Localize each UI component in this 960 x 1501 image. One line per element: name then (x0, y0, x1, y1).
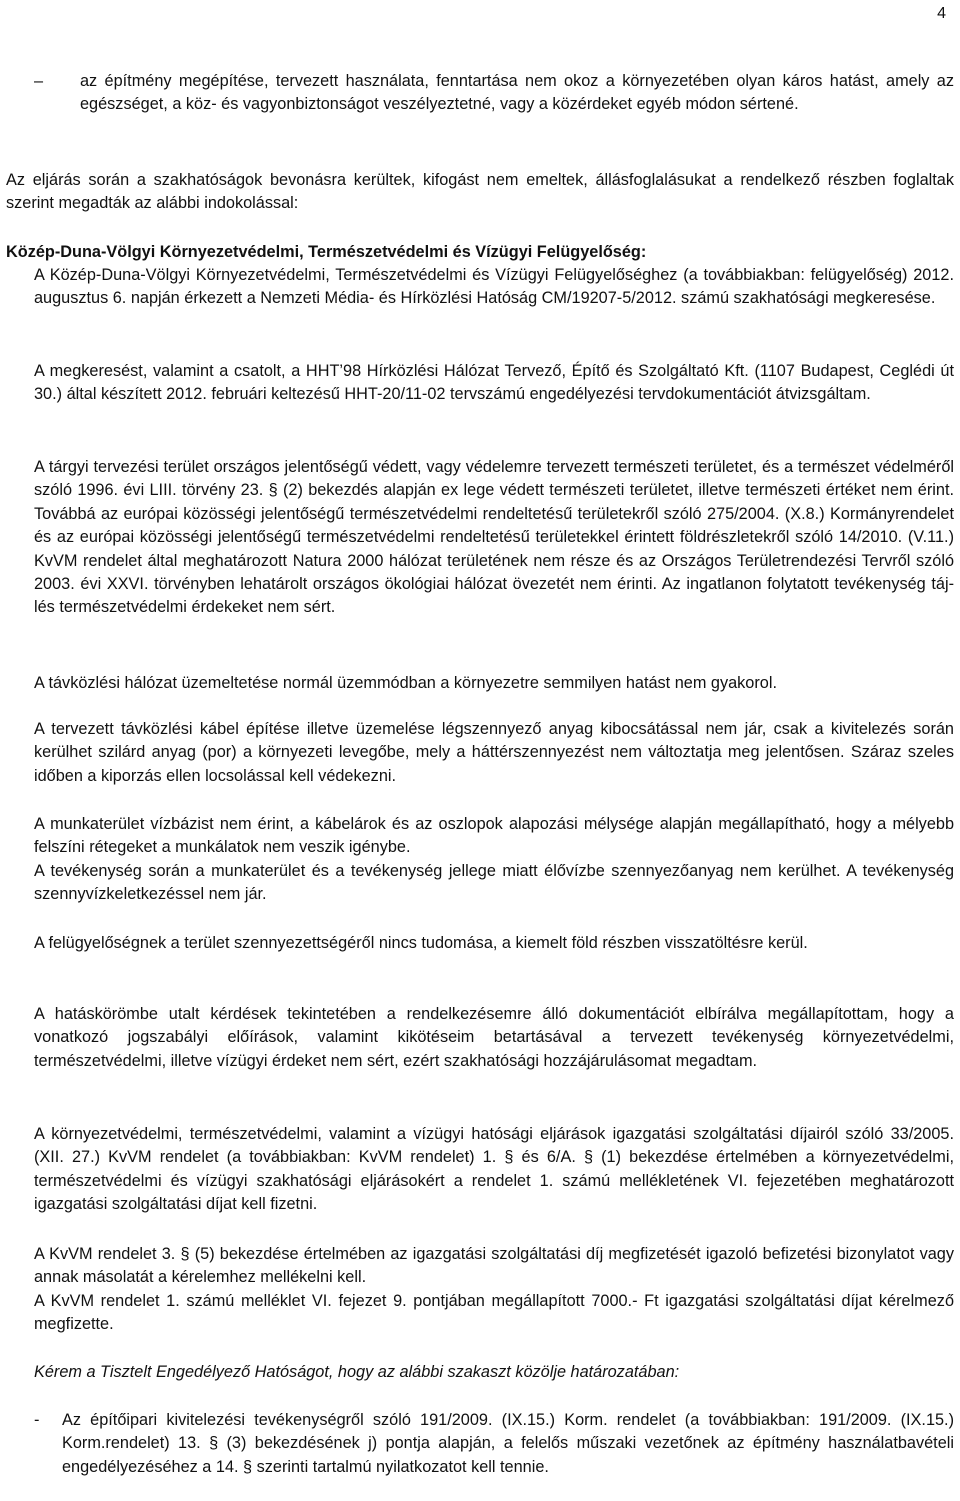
paragraph-receipt: A Közép-Duna-Völgyi Környezetvédelmi, Természetvédelmi és Vízügyi Felügyelőséghez (a továbbiakban: felügyelőség) 2012. augusztus 6. napján érkezett a Nemzeti Média- és Hírközlési Hatóság CM/19207-5/2012. számú szakhatósági megkeresése. (34, 266, 954, 308)
list-dash: – (34, 72, 44, 90)
paragraph-fee-proof: A KvVM rendelet 3. § (5) bekezdése értelmében az igazgatási szolgáltatási díj megfizetését igazoló befizetési bizonylatot vagy annak másolatát a kérelemhez mellékelni kell. (34, 1245, 954, 1287)
paragraph-competence: A hatáskörömbe utalt kérdések tekintetében a rendelkezésemre álló dokumentációt elbírálva megállapítottam, hogy a vonatkozó jogszabályi előírások, valamint kikötéseim betartásával a tervezett tevékenység környezetvédelmi, természetvédelmi, illetve vízügyi érdeket nem sért, ezért szakhatósági hozzájárulásomat megadtam. (34, 1005, 954, 1070)
list-item-text: az építmény megépítése, tervezett használata, fenntartása nem okoz a környezetében olyan káros hatást, amely az egészséget, a köz- és vagyonbiztonságot veszélyeztetné, vagy a közérdeket egyéb módon sértené. (80, 72, 954, 114)
paragraph-water-base: A munkaterület vízbázist nem érint, a kábelárok és az oszlopok alapozási mélysége alapján megállapítható, hogy a mélyebb felszíni rétegeket a munkálatok nem veszik igénybe. (34, 815, 954, 857)
page-number: 4 (937, 5, 946, 22)
paragraph-network: A távközlési hálózat üzemeltetése normál üzemmódban a környezetre semmilyen hatást nem gyakorol. (34, 674, 777, 692)
list-hyphen: - (34, 1411, 40, 1429)
paragraph-fee-paid: A KvVM rendelet 1. számú melléklet VI. fejezet 9. pontjában megállapított 7000.- Ft igazgatási szolgáltatási díjat kérelmező megfizette. (34, 1292, 954, 1334)
paragraph-review: A megkeresést, valamint a csatolt, a HHT’98 Hírközlési Hálózat Tervező, Építő és Szolgáltató Kft. (1107 Budapest, Ceglédi út 30.) által készített 2012. februári keltezésű HHT-20/11-02 tervszámú engedélyezési tervdokumentációt átvizsgáltam. (34, 362, 954, 404)
paragraph-request: Kérem a Tisztelt Engedélyező Hatóságot, hogy az alábbi szakaszt közölje határozatában: (34, 1363, 680, 1381)
paragraph-surface-water: A tevékenység során a munkaterület és a tevékenység jellege miatt élővízbe szennyezőanyag nem kerülhet. A tevékenység szennyvízkeletkezéssel nem jár. (34, 862, 954, 904)
paragraph-air: A tervezett távközlési kábel építése illetve üzemelése légszennyező anyag kibocsátással nem jár, csak a kivitelezés során kerülhet szilárd anyag (por) a környezeti levegőbe, mely a háttérszennyezést nem változtatja meg jelentősen. Száraz szeles időben a kiporzás ellen locsolással kell védekezni. (34, 720, 954, 785)
paragraph-nature: A tárgyi tervezési terület országos jelentőségű védett, vagy védelemre tervezett természeti területet, és a természet védelméről szóló 1996. évi LIII. törvény 23. § (2) bekezdés alapján ex lege védett természeti területet, illetve természeti értéket nem érint. Továbbá az európai közösségi jelentőségű természetvédelmi rendeltetésű területekről szóló 275/2004. (X.8.) Kormányrendelet és az európai közösségi jelentőségű természetvédelmi rendeltetésű területekkel érintett földrészletekről szóló 14/2010. (V.11.) KvVM rendelet által meghatározott Natura 2000 hálózat területének nem része és az Országos Területrendezési Tervről szóló 2003. évi XXVI. törvényben lehatárolt országos ökológiai hálózat övezetét nem érinti. Az ingatlanon folytatott tevékenység táj- lés természetvédelmi érdekeket nem sért. (34, 458, 954, 617)
section-heading: Közép-Duna-Völgyi Környezetvédelmi, Természetvédelmi és Vízügyi Felügyelőség: (6, 243, 647, 261)
paragraph-soil: A felügyelőségnek a terület szennyezettségéről nincs tudomása, a kiemelt föld részben visszatöltésre kerül. (34, 934, 808, 952)
list-item-text: Az építőipari kivitelezési tevékenységről szóló 191/2009. (IX.15.) Korm. rendelet (a továbbiakban: 191/2009. (IX.15.) Korm.rendelet) 13. § (3) bekezdésének j) pontja alapján, a felelős műszaki vezetőnek az építmény használatbavételi engedélyezéséhez a 14. § szerinti tartalmú nyilatkozatot kell tennie. (62, 1411, 954, 1476)
paragraph-procedure: Az eljárás során a szakhatóságok bevonásra kerültek, kifogást nem emeltek, állásfoglalásukat a rendelkező részben foglaltak szerint megadták az alábbi indokolással: (6, 171, 954, 213)
paragraph-fees: A környezetvédelmi, természetvédelmi, valamint a vízügyi hatósági eljárások igazgatási szolgáltatási díjairól szóló 33/2005. (XII. 27.) KvVM rendelet (a továbbiakban: KvVM rendelet) 1. § és 6/A. § (1) bekezdése értelmében a környezetvédelmi, természetvédelmi és vízügyi szakhatósági eljárásokért a rendelet 1. számú mellékletének VI. fejezetében meghatározott igazgatási szolgáltatási díjat kell fizetni. (34, 1125, 954, 1214)
